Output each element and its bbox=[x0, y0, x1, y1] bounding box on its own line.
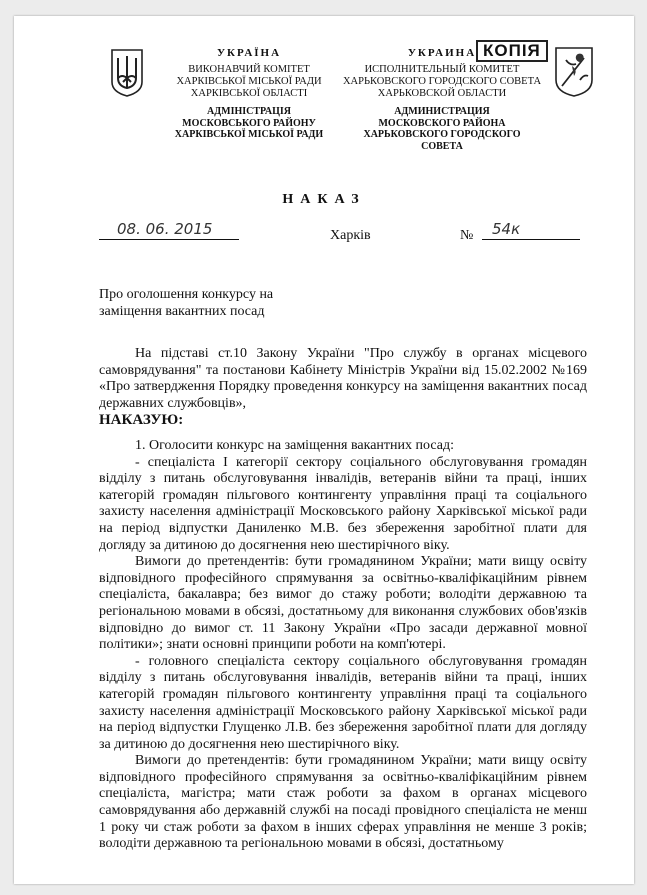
administration-line: ХАРЬКОВСКОГО ГОРОДСКОГО СОВЕТА bbox=[363, 129, 521, 152]
copy-stamp: КОПІЯ bbox=[476, 40, 548, 62]
document-page bbox=[14, 16, 634, 884]
paragraph: - головного спеціаліста сектору соціального обслуговування громадян відділу з питань обслуговування інвалідів, ветеранів війни та праці, інших категорій громадян пільгового контингенту управління праці та соціального захисту населення адміністрації Московського району Харківської міської ради на період відпустки Глущенко Л.В. без збереження заробітної плати для догляду за дитиною до досягнення нею шестирічного віку. bbox=[99, 653, 587, 752]
order-number-label: № bbox=[460, 228, 474, 243]
committee-line: ИСПОЛНИТЕЛЬНЫЙ КОМИТЕТ bbox=[364, 64, 520, 75]
paragraph: Вимоги до претендентів: бути громадянином України; мати вищу освіту відповідного професійного спрямування за освітньо-кваліфікаційним рівнем спеціаліста, бакалавра; без вимог до стажу роботи; володіти державною та регіональною мовами в обсязі, достатньому для виконання службових обов'язків відповідно до вимог ст. 11 Закону України «Про засади державної мовної політики»; знати основні принципи роботи на комп'ютері. bbox=[99, 554, 587, 653]
header-right bbox=[342, 47, 542, 152]
committee-line: ХАРКІВСЬКОЇ ОБЛАСТІ bbox=[190, 88, 308, 99]
preamble bbox=[99, 346, 587, 412]
paragraph: - спеціаліста I категорії сектору соціального обслуговування громадян відділу з питань обслуговування інвалідів, ветеранів війни та праці, інших категорій громадян пільгового контингенту управління праці та соціального захисту населення адміністрації Московського району Харківської міської ради на період відпустки Даниленко М.В. без збереження заробітної плати для догляду за дитиною до досягнення нею шестирічного віку. bbox=[99, 454, 587, 553]
document-title: НАКАЗ bbox=[282, 192, 366, 207]
order-body bbox=[99, 438, 587, 853]
order-word: НАКАЗУЮ: bbox=[99, 412, 184, 428]
country-name: УКРАИНА bbox=[407, 47, 477, 59]
country-name: УКРАЇНА bbox=[216, 47, 282, 59]
committee-line: ХАРЬКОВСКОГО ГОРОДСКОГО СОВЕТА bbox=[342, 76, 542, 87]
header-left bbox=[169, 47, 329, 141]
preamble-text: На підставі ст.10 Закону України "Про службу в органах місцевого самоврядування" та постанови Кабінету Міністрів України від 15.02.2002 №169 «Про затвердження Порядку проведення конкурсу на заміщення вакантних посад державних службовців», bbox=[99, 346, 587, 411]
subject-line: заміщення вакантних посад bbox=[99, 304, 265, 319]
committee-line: ВИКОНАВЧИЙ КОМІТЕТ bbox=[188, 64, 310, 75]
committee-line: ХАРКІВСЬКОЇ МІСЬКОЇ РАДИ bbox=[176, 76, 322, 87]
city-name: Харків bbox=[330, 228, 371, 243]
ukraine-coat-of-arms-icon bbox=[110, 48, 144, 98]
administration-line: МОСКОВСКОГО РАЙОНА bbox=[378, 117, 506, 129]
order-date: 08. 06. 2015 bbox=[99, 220, 239, 240]
administration-line: АДМІНІСТРАЦІЯ bbox=[207, 106, 291, 117]
subject-line: Про оголошення конкурсу на bbox=[99, 287, 274, 302]
order-number: 54к bbox=[482, 220, 580, 240]
administration-line: ХАРКІВСЬКОЇ МІСЬКОЇ РАДИ bbox=[174, 129, 324, 140]
paragraph: Вимоги до претендентів: бути громадянином України; мати вищу освіту відповідного професійного спрямування за освітньо-кваліфікаційним рівнем спеціаліста, магістра; мати стаж роботи за фахом в органах місцевого самоврядування або державній службі на посаді провідного спеціаліста не менш 1 року чи стаж роботи за фахом в інших сферах управління не менше 3 років; володіти державною та регіональною мовами в обсязі, достатньому bbox=[99, 753, 587, 852]
administration-line: АДМИНИСТРАЦИЯ bbox=[394, 106, 490, 117]
order-subject bbox=[99, 286, 273, 320]
committee-line: ХАРЬКОВСКОЙ ОБЛАСТИ bbox=[377, 88, 507, 99]
kharkiv-emblem-icon bbox=[554, 46, 594, 98]
administration-line: МОСКОВСЬКОГО РАЙОНУ bbox=[182, 117, 316, 129]
paragraph: 1. Оголосити конкурс на заміщення вакантних посад: bbox=[135, 438, 454, 453]
